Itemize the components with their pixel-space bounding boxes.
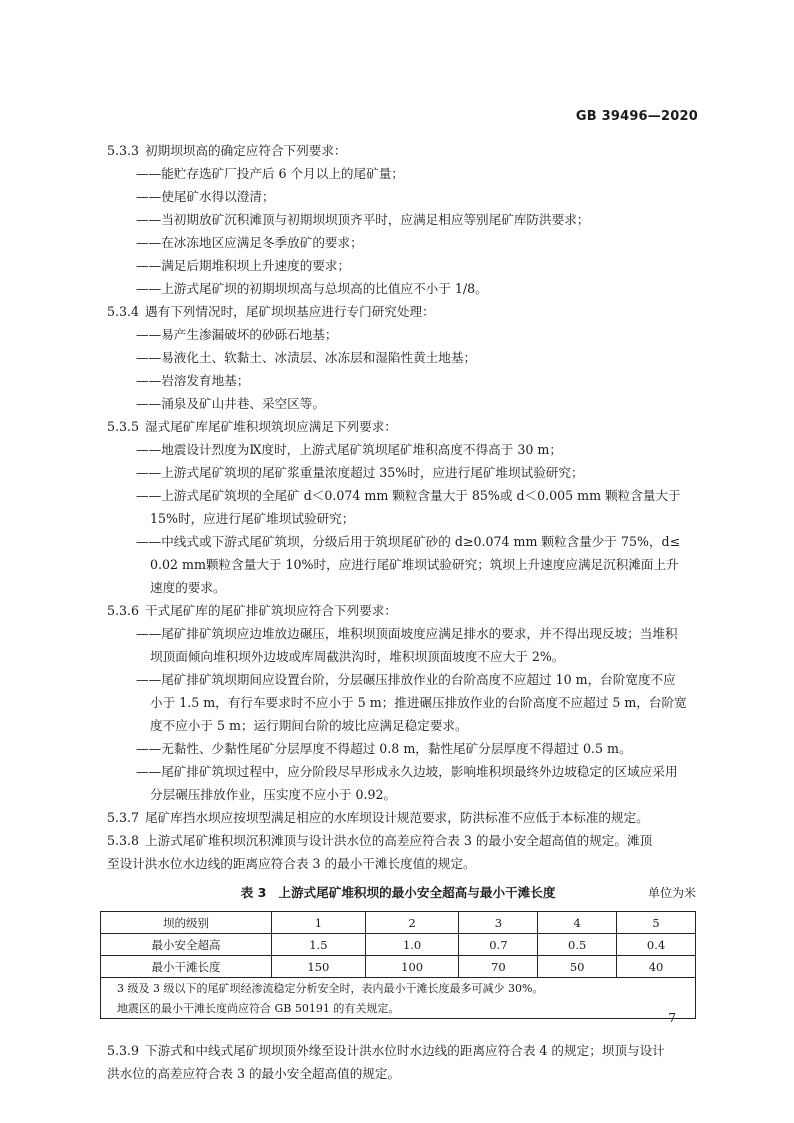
list-item: ——在冰冻地区应满足冬季放矿的要求； [136,235,363,250]
list-item: ——地震设计烈度为Ⅸ度时，上游式尾矿筑坝尾矿堆积高度不得高于 30 m； [136,442,562,457]
table-cell: 150 [272,956,366,978]
list-item: ——上游式尾矿筑坝的全尾矿 d＜0.074 mm 颗粒含量大于 85%或 d＜0.005 mm 颗粒含量大于 [136,488,681,503]
table-caption [100,875,696,911]
table-note: 3 级及 3 级以下的尾矿坝经渗流稳定分析安全时，表内最小干滩长度最多可减少 30%。 [101,978,696,999]
list-item: ——尾矿排矿筑坝应边堆放边碾压，堆积坝顶面坡度应满足排水的要求，并不得出现反坡；当堆积 [136,626,678,641]
table-3 [100,911,696,1019]
list-item: ——上游式尾矿筑坝的尾矿浆重量浓度超过 35%时，应进行尾矿堆坝试验研究； [136,465,584,480]
list-item-continuation: 分层碾压排放作业，压实度不应小于 0.92。 [150,787,397,802]
clause-number: 5.3.9 [107,1043,140,1058]
clause-5-3-8 [100,829,696,852]
table-header-cell: 坝的级别 [101,912,272,934]
table-cell: 1.0 [365,934,459,956]
table-header-cell: 3 [459,912,538,934]
list-item-continuation: 0.02 mm颗粒含量大于 10%时，应进行尾矿堆坝试验研究；筑坝上升速度应满足沉积滩面上升 [150,557,679,572]
list-item: ——上游式尾矿坝的初期坝坝高与总坝高的比值应不小于 1/8。 [136,281,488,296]
page-number: 7 [668,1011,676,1025]
clause-5-3-7 [100,806,696,829]
table-header-cell: 4 [538,912,617,934]
clause-number: 5.3.3 [107,143,140,158]
list-item: ——满足后期堆积坝上升速度的要求； [136,258,351,273]
list-item: ——易产生渗漏破坏的砂砾石地基； [136,327,338,342]
table-title: 上游式尾矿堆积坝的最小安全超高与最小干滩长度 [278,885,556,900]
list-item: ——岩溶发育地基； [136,373,250,388]
table-cell: 70 [459,956,538,978]
list-item: ——涌泉及矿山井巷、采空区等。 [136,396,325,411]
clause-number: 5.3.7 [107,810,140,825]
table-cell: 0.7 [459,934,538,956]
standard-number: GB 39496—2020 [575,109,698,124]
table-number: 表 3 [240,885,267,900]
table-header-cell: 1 [272,912,366,934]
clause-5-3-6-heading [100,599,696,622]
list-item-continuation: 15%时，应进行尾矿堆坝试验研究； [150,511,355,526]
table-note-row [101,998,696,1019]
table-note: 地震区的最小干滩长度尚应符合 GB 50191 的有关规定。 [101,998,696,1019]
table-header-cell: 5 [617,912,696,934]
list-item-continuation: 坝顶面倾向堆积坝外边坡或库周截洪沟时，堆积坝顶面坡度不应大于 2%。 [150,649,565,664]
list-item: ——尾矿排矿筑坝期间应设置台阶，分层碾压排放作业的台阶高度不应超过 10 m，台阶宽度不应 [136,672,676,687]
table-header-cell: 2 [365,912,459,934]
clause-title: 湿式尾矿库尾矿堆积坝筑坝应满足下列要求： [145,419,397,434]
document-body [100,139,696,1085]
table-cell: 40 [617,956,696,978]
clause-title: 初期坝坝高的确定应符合下列要求： [145,143,347,158]
list-item: ——尾矿排矿筑坝过程中，应分阶段尽早形成永久边坡，影响堆积坝最终外边坡稳定的区域应采用 [136,764,678,779]
table-row [101,934,696,956]
table-unit: 单位为米 [647,886,696,900]
list-item-continuation: 速度的要求。 [150,580,226,595]
list-item: ——中线式或下游式尾矿筑坝，分级后用于筑坝尾矿砂的 d≥0.074 mm 颗粒含量少于 75%，d≤ [136,534,681,549]
clause-number: 5.3.4 [107,304,140,319]
table-cell: 0.5 [538,934,617,956]
list-item: ——当初期放矿沉积滩顶与初期坝坝顶齐平时，应满足相应等别尾矿库防洪要求； [136,212,590,227]
clause-number: 5.3.5 [107,419,140,434]
table-cell: 100 [365,956,459,978]
clause-number: 5.3.6 [107,603,140,618]
clause-text: 上游式尾矿堆积坝沉积滩顶与设计洪水位的高差应符合表 3 的最小安全超高值的规定。滩顶 [145,833,653,848]
list-item: ——能贮存选矿厂投产后 6 个月以上的尾矿量； [136,166,404,181]
clause-text-continuation: 至设计洪水位水边线的距离应符合表 3 的最小干滩长度值的规定。 [107,856,476,871]
clause-text-continuation: 洪水位的高差应符合表 3 的最小安全超高值的规定。 [107,1066,401,1081]
clause-text: 尾矿库挡水坝应按坝型满足相应的水库坝设计规范要求，防洪标准不应低于本标准的规定。 [145,810,649,825]
clause-5-3-5-heading [100,415,696,438]
clause-text: 下游式和中线式尾矿坝坝顶外缘至设计洪水位时水边线的距离应符合表 4 的规定；坝顶与设计 [145,1043,665,1058]
table-cell: 50 [538,956,617,978]
table-header-row [101,912,696,934]
clause-title: 干式尾矿库的尾矿排矿筑坝应符合下列要求： [145,603,397,618]
list-item-continuation: 小于 1.5 m，有行车要求时不应小于 5 m；推进碾压排放作业的台阶高度不应超过 5 m，台阶宽 [150,695,687,710]
table-cell: 最小安全超高 [101,934,272,956]
list-item-continuation: 度不应小于 5 m；运行期间台阶的坡比应满足稳定要求。 [150,718,468,733]
clause-5-3-4-heading [100,300,696,323]
clause-5-3-3-heading [100,139,696,162]
clause-5-3-9 [100,1039,696,1062]
clause-title: 遇有下列情况时，尾矿坝坝基应进行专门研究处理： [145,304,435,319]
table-row [101,956,696,978]
clause-number: 5.3.8 [107,833,140,848]
list-item: ——易液化土、软黏土、冰渍层、冰冻层和湿陷性黄土地基； [136,350,477,365]
table-cell: 最小干滩长度 [101,956,272,978]
table-cell: 0.4 [617,934,696,956]
list-item: ——无黏性、少黏性尾矿分层厚度不得超过 0.8 m，黏性尾矿分层厚度不得超过 0.5 m。 [136,741,632,756]
list-item: ——使尾矿水得以澄清； [136,189,275,204]
table-cell: 1.5 [272,934,366,956]
table-note-row [101,978,696,999]
